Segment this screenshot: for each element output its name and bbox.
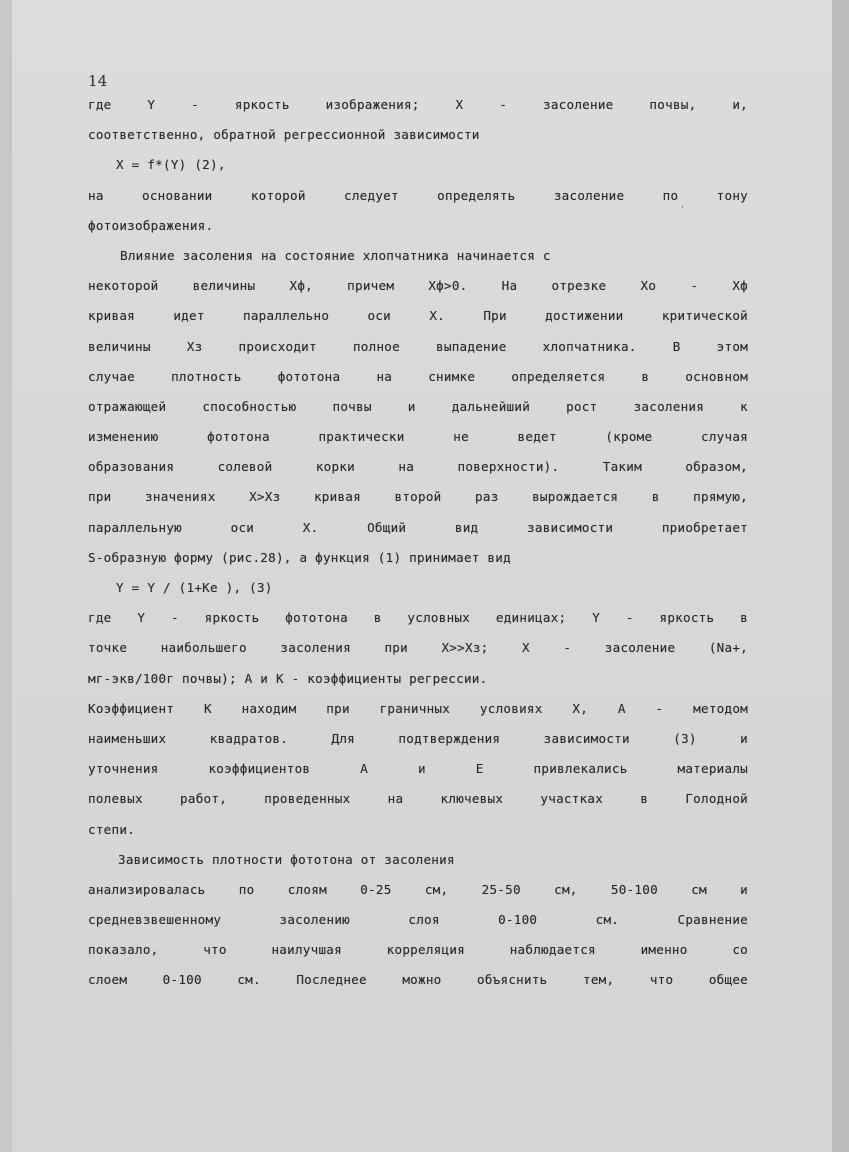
- text-line: точке наибольшего засоления при X>>Xз; X - засоление (Na+,: [88, 640, 748, 656]
- text-line: соответственно, обратной регрессионной зависимости: [88, 127, 480, 143]
- text-line: параллельную оси X. Общий вид зависимости приобретает: [88, 519, 748, 535]
- text-line: S-образную форму (рис.28), а функция (1) принимает вид: [88, 549, 511, 565]
- text-line: X = f*(Y) (2),: [116, 157, 226, 173]
- text-line: средневзвешенному засолению слоя 0-100 см. Сравнение: [88, 912, 748, 928]
- text-line: Влияние засоления на состояние хлопчатника начинается с: [120, 247, 551, 263]
- page-number: 14: [88, 72, 108, 90]
- text-line: анализировалась по слоям 0-25 см, 25-50 см, 50-100 см и: [88, 881, 748, 897]
- text-line: где Y - яркость изображения; X - засоление почвы, и,: [88, 97, 748, 112]
- document-body: [88, 68, 748, 996]
- text-line: фотоизображения.: [88, 217, 214, 233]
- page-edge-shadow: [832, 0, 849, 1152]
- text-line: некоторой величины Хф, причем Хф>0. На отрезке Хо - Хф: [88, 278, 748, 294]
- text-line: изменению фототона практически не ведет (кроме случая: [88, 429, 748, 445]
- text-line: на основании которой следует определять засоление по тону: [88, 187, 748, 203]
- text-line: наименьших квадратов. Для подтверждения зависимости (3) и: [88, 730, 748, 746]
- text-line: где Y - яркость фототона в условных единицах; Y - яркость в: [88, 610, 748, 626]
- text-line: уточнения коэффициентов A и E привлекались материалы: [88, 761, 748, 777]
- text-line: слоем 0-100 см. Последнее можно объяснить тем, что общее: [88, 972, 748, 988]
- text-line: величины Хз происходит полное выпадение хлопчатника. В этом: [88, 338, 748, 354]
- text-line: Y = Y / (1+Ke ), (3): [116, 580, 273, 595]
- text-line: Коэффициент K находим при граничных условиях X, A - методом: [88, 700, 748, 716]
- scan-speck: ': [680, 205, 685, 214]
- text-line: образования солевой корки на поверхности). Таким образом,: [88, 459, 748, 475]
- text-line: случае плотность фототона на снимке определяется в основном: [88, 368, 748, 384]
- text-line: отражающей способностью почвы и дальнейший рост засоления к: [88, 398, 748, 414]
- text-line: Зависимость плотности фототона от засоления: [118, 851, 455, 867]
- text-line: при значениях X>Xз кривая второй раз вырождается в прямую,: [88, 489, 748, 505]
- text-line: полевых работ, проведенных на ключевых участках в Голодной: [88, 791, 748, 807]
- text-line: степи.: [88, 821, 135, 837]
- text-line: мг-экв/100г почвы); A и K - коэффициенты регрессии.: [88, 670, 488, 686]
- text-line: показало, что наилучшая корреляция наблюдается именно со: [88, 942, 748, 958]
- text-line: кривая идет параллельно оси X. При достижении критической: [88, 308, 748, 324]
